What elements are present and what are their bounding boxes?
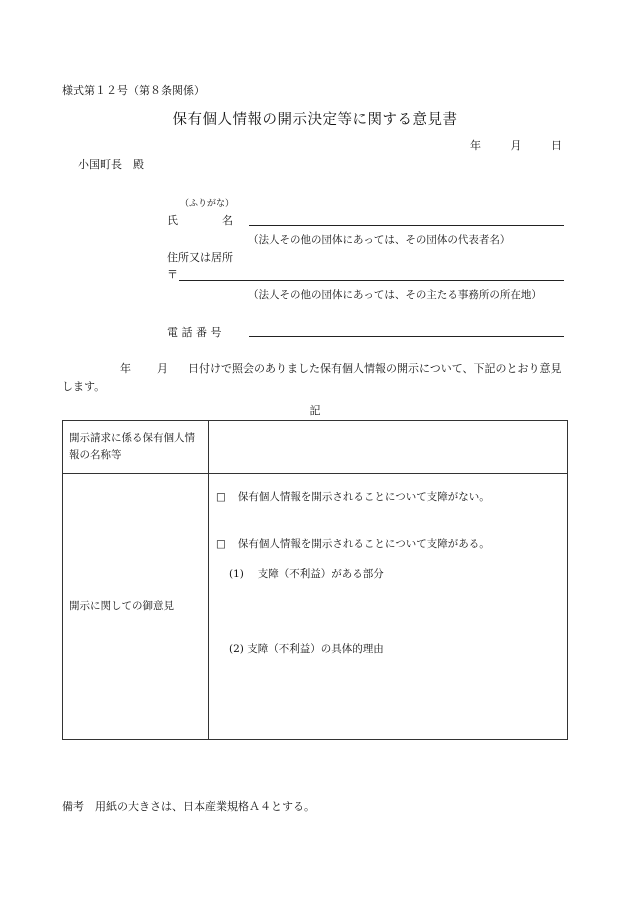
name-field-line[interactable] — [249, 225, 564, 226]
date-year: 年 — [470, 139, 481, 152]
phone-field-line[interactable] — [249, 336, 564, 337]
phone-label: 電 話 番 号 — [167, 326, 222, 339]
date-day: 日 — [551, 139, 562, 152]
document-title: 保有個人情報の開示決定等に関する意見書 — [172, 112, 458, 128]
address-label: 住所又は居所 — [167, 251, 233, 264]
address-field-line[interactable] — [179, 280, 564, 281]
body-rest: 日付けで照会のありました保有個人情報の開示について、下記のとおり意見します。 — [62, 362, 562, 393]
form-number: 様式第１２号（第８条関係） — [62, 84, 205, 97]
opinion-cell — [209, 474, 568, 740]
footer-note: 備考 用紙の大きさは、日本産業規格Ａ４とする。 — [62, 800, 315, 813]
postal-mark: 〒 — [167, 268, 178, 281]
option-no-issue[interactable]: □ 保有個人情報を開示されることについて支障がない。 — [216, 491, 490, 503]
option-issue[interactable]: □ 保有個人情報を開示されることについて支障がある。 — [216, 538, 490, 550]
name-label: 氏 名 — [167, 214, 233, 227]
ki-heading: 記 — [309, 404, 321, 417]
body-paragraph — [62, 360, 567, 396]
addressee: 小国町長 殿 — [78, 158, 144, 171]
furigana-label: （ふりがな） — [180, 199, 235, 209]
sub-item-2: (2) 支障（不利益）の具体的理由 — [229, 643, 384, 655]
address-note: （法人その他の団体にあっては、その主たる事務所の所在地） — [248, 289, 542, 301]
sub-item-1: (1) 支障（不利益）がある部分 — [229, 568, 384, 580]
name-note: （法人その他の団体にあっては、その団体の代表者名） — [248, 234, 511, 246]
table-row — [63, 474, 568, 740]
table-row — [63, 421, 568, 474]
date-month: 月 — [510, 139, 522, 152]
body-month: 月 — [157, 362, 168, 375]
date-line — [470, 137, 562, 153]
row1-label: 開示請求に係る保有個人情報の名称等 — [63, 421, 209, 474]
opinion-table — [62, 420, 568, 740]
body-year: 年 — [120, 362, 131, 375]
info-name-cell[interactable] — [209, 421, 568, 474]
checkbox-icon[interactable]: □ — [216, 538, 226, 550]
checkbox-icon[interactable]: □ — [216, 491, 226, 503]
row2-label: 開示に関しての御意見 — [63, 474, 209, 740]
